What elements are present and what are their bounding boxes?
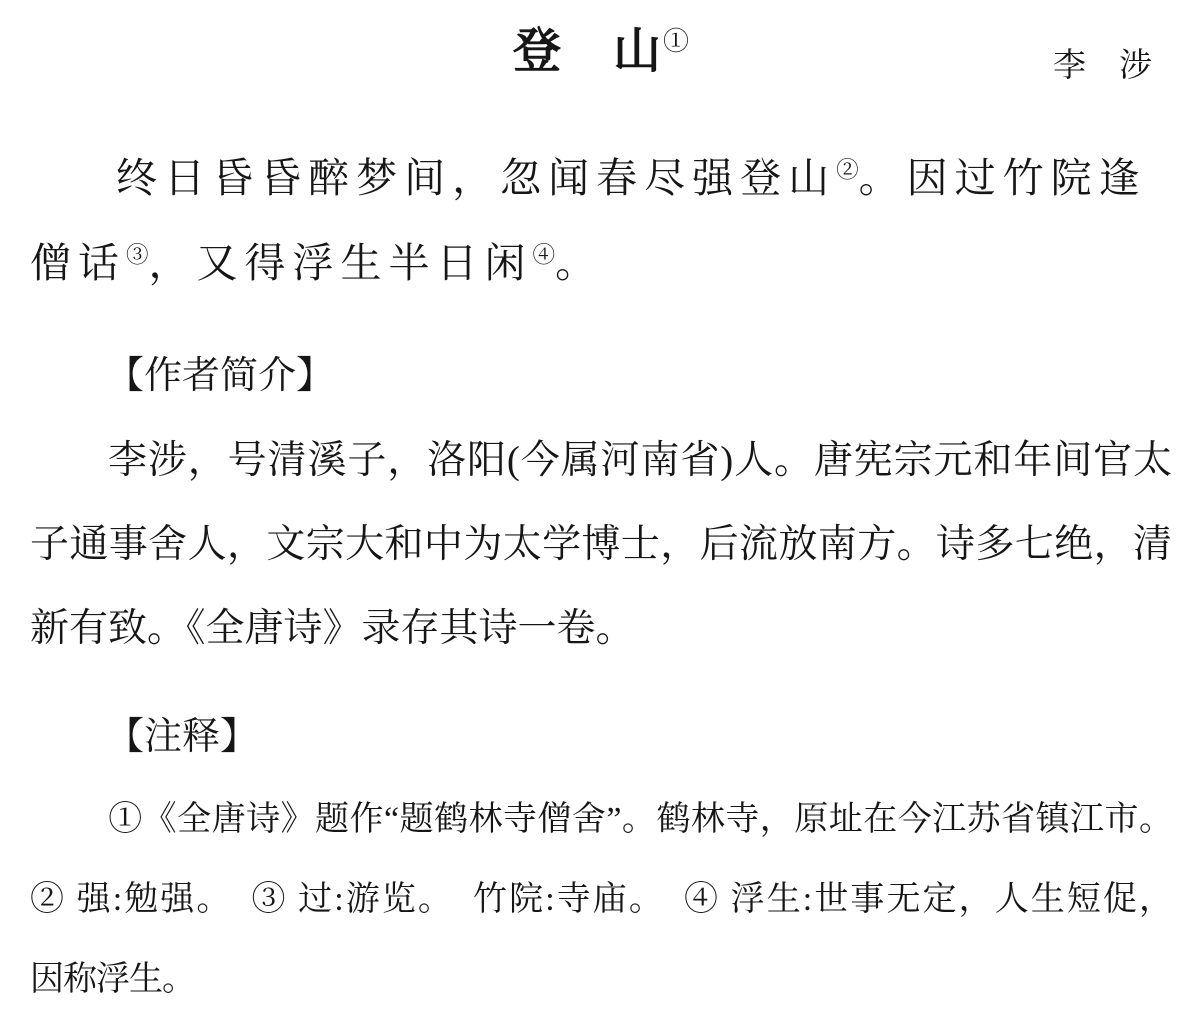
- poem-title: [513, 24, 689, 80]
- author-intro-paragraph: [30, 419, 1172, 671]
- note-line-3: 因称浮生。: [30, 961, 195, 998]
- title-text: 登 山: [512, 25, 663, 78]
- author-name: 李 涉: [1053, 48, 1152, 84]
- note-ref-4: ④: [532, 242, 556, 268]
- author-intro-line-2: 子通事舍人，文宗大和中为太学博士，后流放南方。诗多七绝，清: [30, 523, 1172, 566]
- poem-text: 僧话: [30, 240, 126, 286]
- note-line-1: ①《全唐诗》题作“题鹤林寺僧舍”。鹤林寺，原址在今江苏省镇江市。: [108, 801, 1172, 838]
- poem-text: 终日昏昏醉梦间，忽闻春尽强登山: [116, 155, 837, 201]
- note-ref-3: ③: [126, 242, 149, 268]
- notes-paragraph: [30, 780, 1172, 1020]
- poem-text: 。因过竹院逢: [858, 155, 1147, 201]
- author-intro-line-1: 李涉，号清溪子，洛阳(今属河南省)人。唐宪宗元和年间官太: [108, 439, 1172, 482]
- poem-line-1: [30, 136, 1172, 221]
- note-line-2: ② 强:勉强。 ③ 过:游览。 竹院:寺庙。 ④ 浮生:世事无定，人生短促，: [30, 881, 1172, 918]
- poem-text: ，又得浮生半日闲: [148, 240, 533, 286]
- note-ref-2: ②: [836, 157, 859, 183]
- header: [30, 24, 1172, 84]
- notes-heading: 【注释】: [106, 716, 259, 758]
- poem-text: 。: [555, 240, 604, 286]
- title-note-ref-1: ①: [663, 27, 690, 56]
- poem-line-2: [30, 221, 1172, 306]
- poem-body: [30, 136, 1172, 306]
- author-intro-line-3: 新有致。《全唐诗》录存其诗一卷。: [30, 607, 635, 650]
- author-intro-heading: 【作者简介】: [106, 355, 335, 397]
